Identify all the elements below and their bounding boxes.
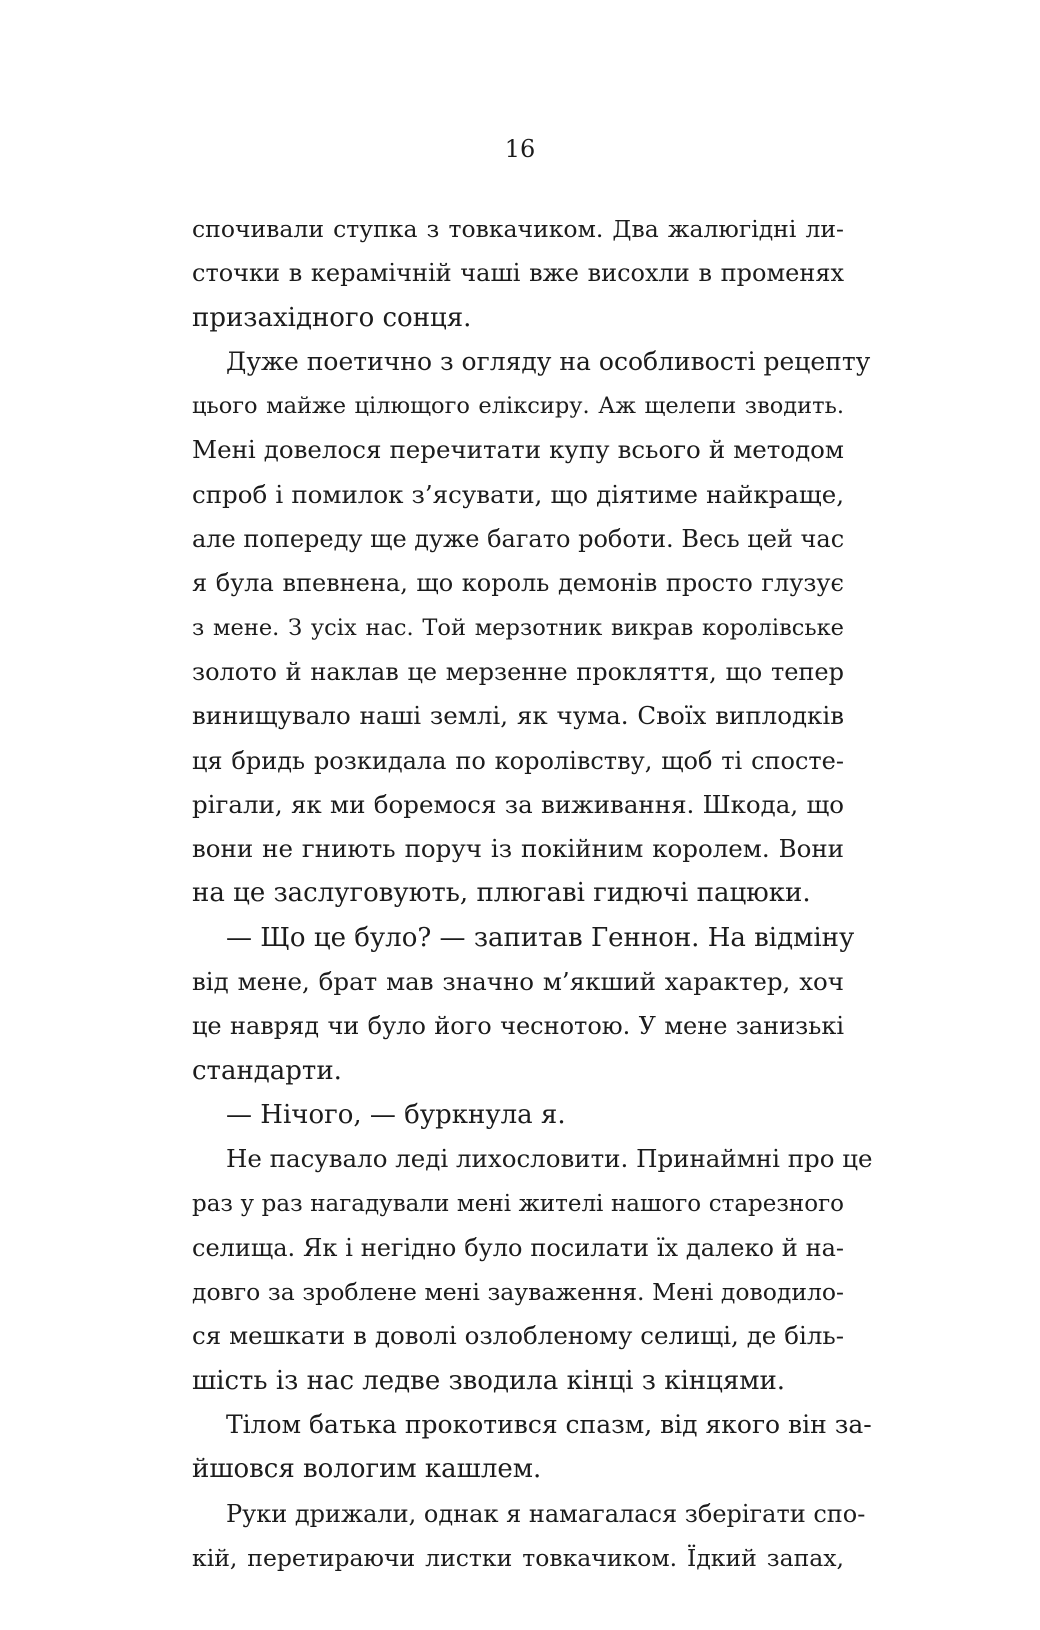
text-line: цього майже цілющого еліксиру. Аж щелепи зводить. [192, 393, 844, 420]
text-line: на це заслуговують, плюгаві гидючі пацюки. [192, 878, 811, 909]
text-line: Тілом батька прокотився спазм, від якого він за- [226, 1410, 872, 1440]
text-line: селища. Як і негідно було посилати їх далеко й на- [192, 1233, 844, 1262]
body-text [192, 207, 873, 1580]
text-line: Мені довелося перечитати купу всього й методом [192, 435, 844, 465]
text-line: спроб і помилок з’ясувати, що діятиме найкраще, [192, 479, 844, 509]
text-line: — Нічого, — буркнула я. [226, 1099, 566, 1130]
page-number: 16 [504, 135, 536, 163]
text-line: від мене, брат мав значно м’якший характер, хоч [192, 967, 844, 997]
text-line: рігали, як ми боремося за виживання. Шкода, що [192, 789, 844, 819]
text-line: але попереду ще дуже багато роботи. Весь цей час [192, 525, 845, 554]
text-line: винищувало наші землі, як чума. Своїх виплодків [192, 701, 844, 731]
text-line: йшовся вологим кашлем. [192, 1454, 542, 1485]
text-line: ця бридь розкидала по королівству, щоб ті спосте- [192, 746, 844, 775]
text-line: з мене. З усіх нас. Той мерзотник викрав королівське [192, 614, 844, 641]
text-line: це навряд чи було його чеснотою. У мене занизькі [192, 1012, 844, 1041]
text-line: сточки в керамічній чаші вже висохли в променях [192, 259, 844, 288]
text-line: шість із нас ледве зводила кінці з кінцями. [192, 1365, 786, 1396]
text-line: ся мешкати в доволі озлобленому селищі, де біль- [192, 1321, 844, 1351]
text-line: стандарти. [192, 1055, 342, 1086]
text-line: раз у раз нагадували мені жителі нашого старезного [192, 1190, 844, 1217]
text-line: золото й наклав це мерзенне прокляття, що тепер [192, 657, 844, 686]
text-line: Дуже поетично з огляду на особливості рецепту [226, 346, 871, 376]
text-line: довго за зроблене мені зауваження. Мені доводило- [192, 1278, 844, 1307]
text-line: спочивали ступка з товкачиком. Два жалюгідні ли- [192, 215, 844, 243]
text-line: Руки дрижали, однак я намагалася зберігати спо- [226, 1499, 866, 1528]
text-line: я була впевнена, що король демонів просто глузує [192, 569, 844, 598]
text-line: вони не гниють поруч із покійним королем. Вони [192, 834, 844, 864]
text-line: Не пасувало леді лихословити. Принаймні про це [226, 1144, 873, 1174]
text-line: призахідного сонця. [192, 302, 472, 333]
text-line: — Що це було? — запитав Геннон. На відміну [226, 922, 855, 953]
text-line: кій, перетираючи листки товкачиком. Їдкий запах, [192, 1543, 844, 1572]
